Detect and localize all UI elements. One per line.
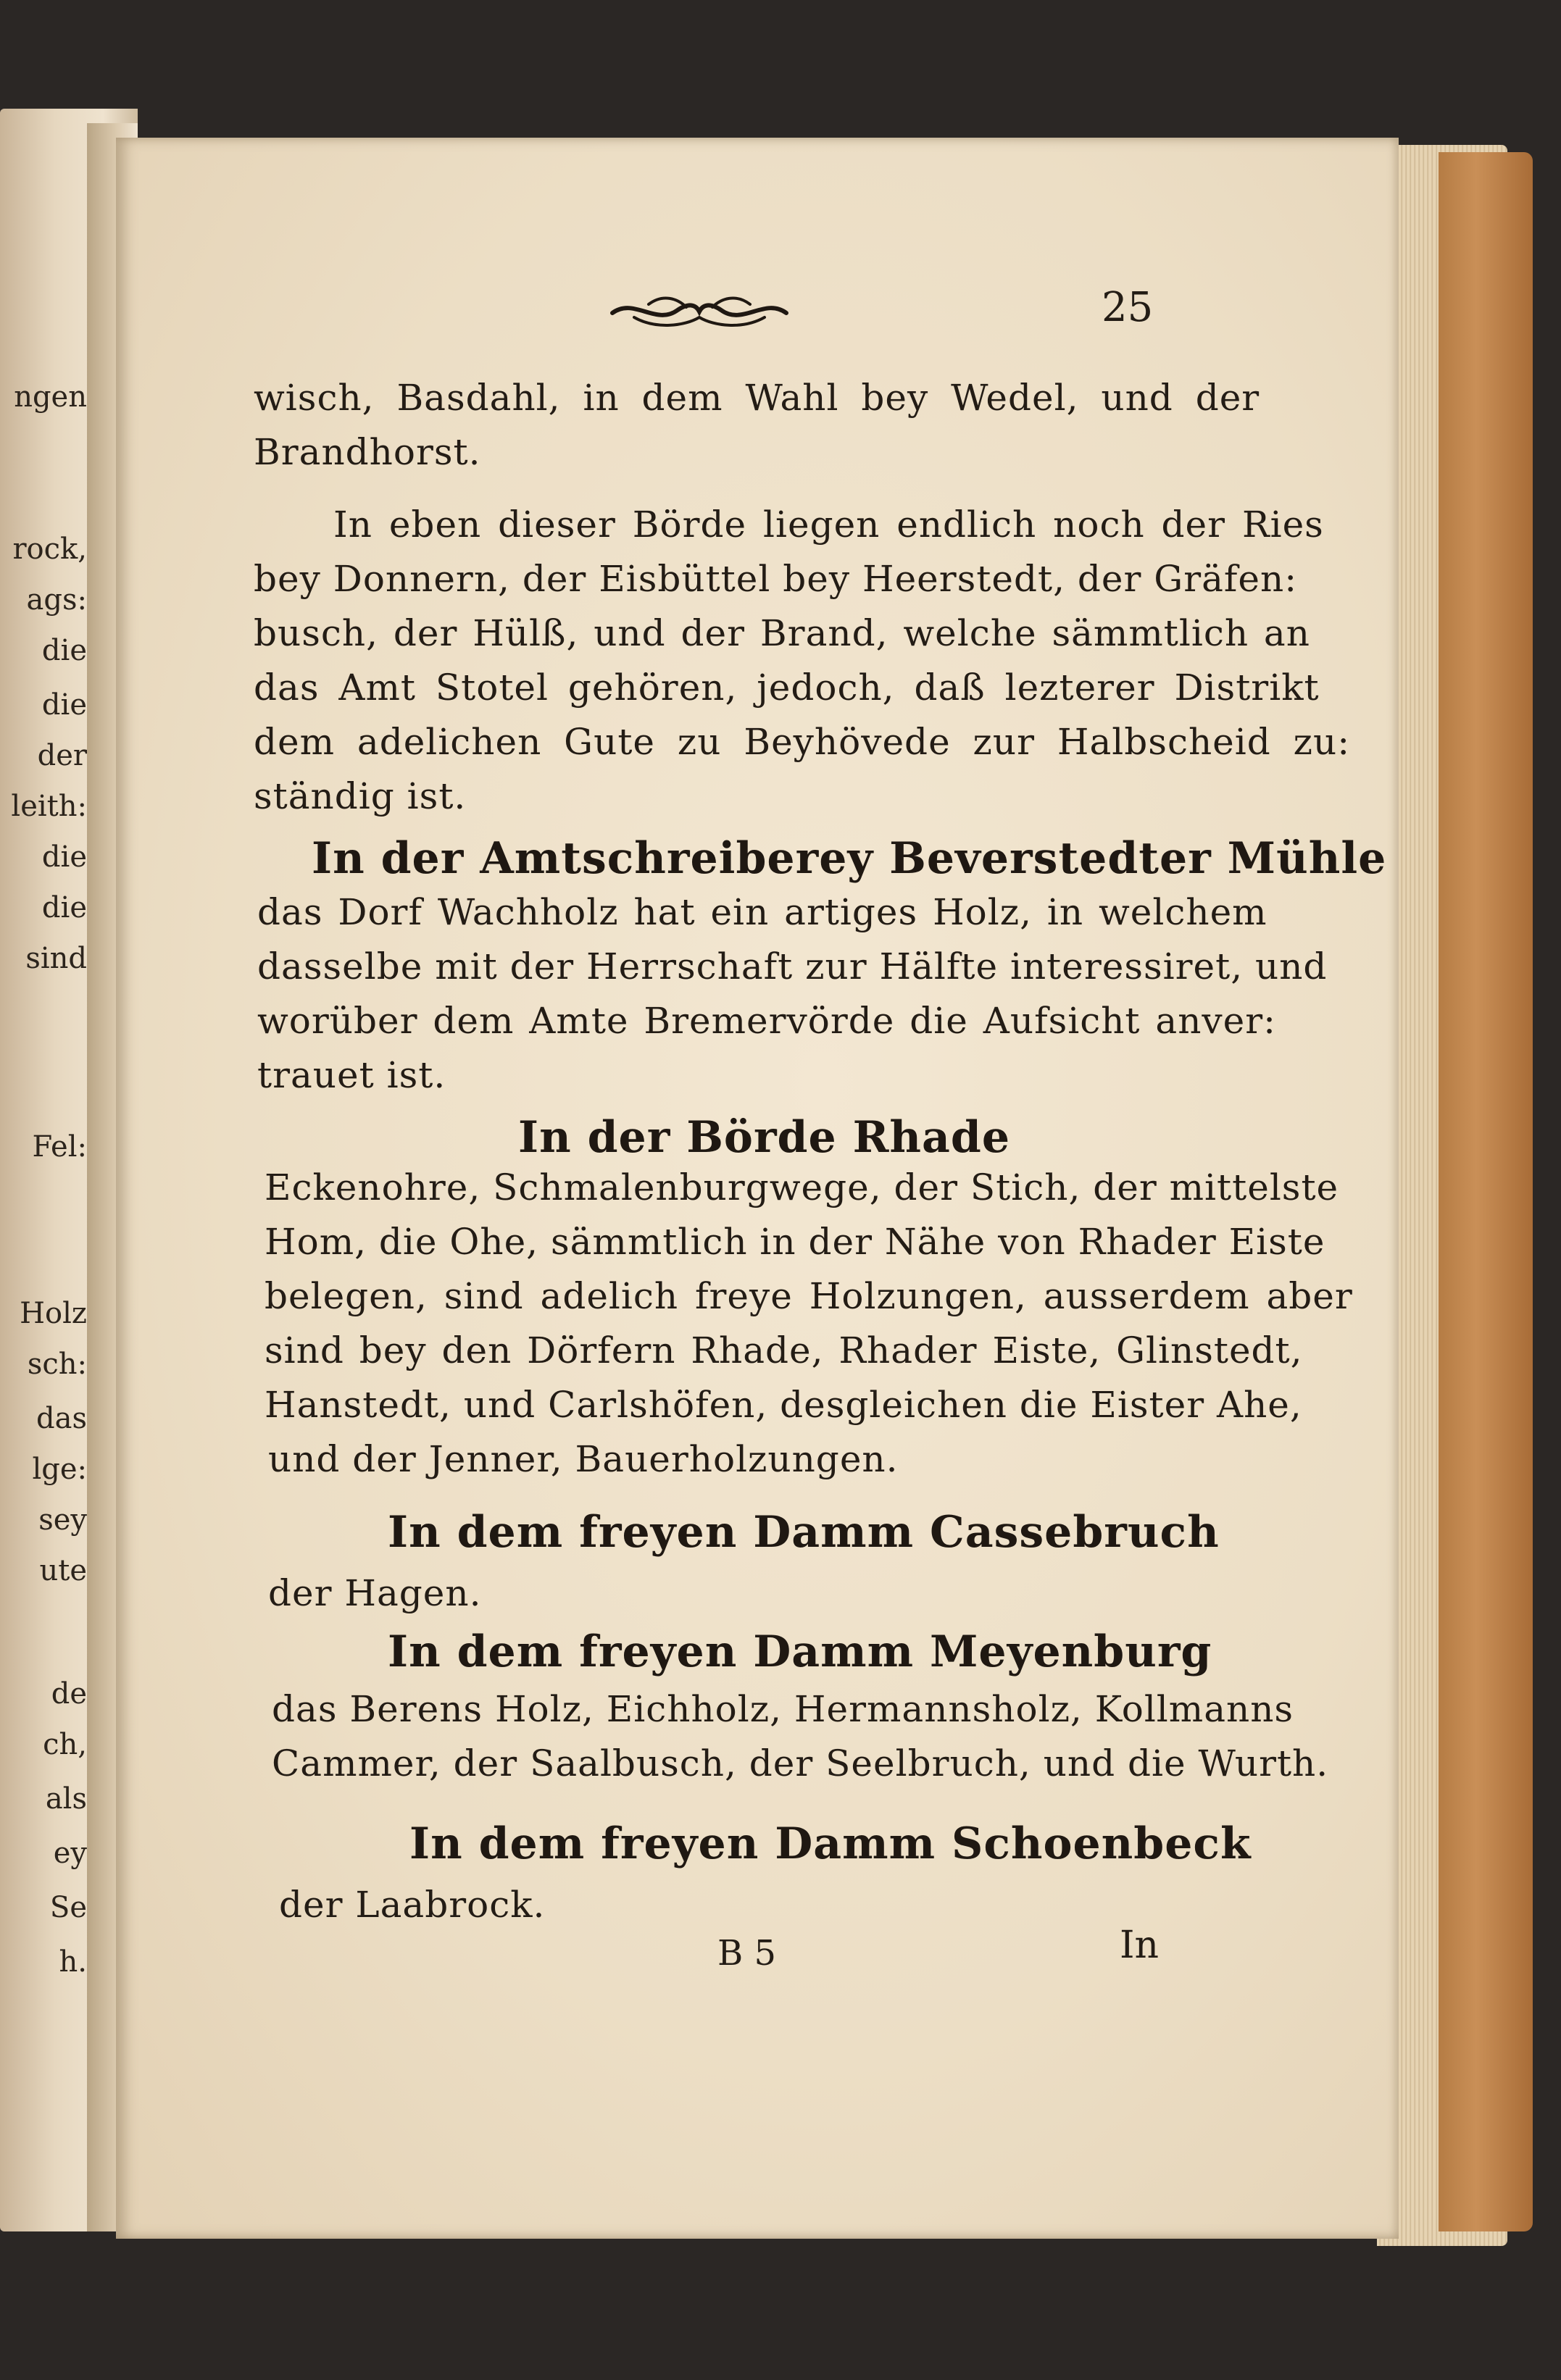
text-line: dasselbe mit der Herrschaft zur Hälfte interessiret, und: [257, 945, 1328, 988]
left-page-fragment: ey: [53, 1837, 87, 1870]
left-page-fragment: die: [41, 891, 87, 924]
section-heading: In dem freyen Damm Cassebruch: [388, 1507, 1220, 1558]
left-page-fragment: ute: [39, 1554, 87, 1587]
left-page-fragment: ags:: [26, 583, 87, 617]
left-page-fragment: die: [41, 840, 87, 874]
text-line: der Hagen.: [268, 1572, 482, 1614]
left-page-fragment: ngen: [14, 380, 87, 414]
left-page-fragment: de: [51, 1677, 87, 1711]
left-page-fragment: ch,: [43, 1728, 87, 1761]
book-cover-edge: [1439, 152, 1533, 2231]
left-page-fragment: leith:: [11, 790, 87, 823]
section-heading: In der Amtschreiberey Beverstedter Mühle: [312, 833, 1387, 884]
left-page-fragment: lge:: [32, 1453, 87, 1486]
left-page-fragment: als: [45, 1782, 87, 1816]
text-line: sind bey den Dörfern Rhade, Rhader Eiste, Glinstedt,: [265, 1329, 1303, 1371]
text-line: Hanstedt, und Carlshöfen, desgleichen die Eister Ahe,: [265, 1384, 1302, 1426]
ornament-icon: [605, 290, 794, 333]
left-page-fragment: der: [37, 739, 87, 772]
text-line: trauet ist.: [257, 1054, 446, 1096]
left-page-fragment: das: [36, 1402, 87, 1435]
text-line: worüber dem Amte Bremervörde die Aufsicht anver:: [257, 1000, 1277, 1042]
text-line: bey Donnern, der Eisbüttel bey Heerstedt, der Gräfen:: [254, 558, 1298, 600]
text-line: belegen, sind adelich freye Holzungen, ausserdem aber: [265, 1275, 1353, 1317]
left-page-fragment: Fel:: [32, 1130, 87, 1164]
text-line: Eckenohre, Schmalenburgwege, der Stich, der mittelste: [265, 1166, 1339, 1208]
left-page-fragment: sind: [25, 942, 87, 975]
text-line: ständig ist.: [254, 775, 467, 817]
text-line: das Berens Holz, Eichholz, Hermannsholz, Kollmanns: [272, 1688, 1294, 1730]
text-line: und der Jenner, Bauerholzungen.: [268, 1438, 899, 1480]
left-page-fragment: sch:: [27, 1348, 87, 1381]
text-line: wisch, Basdahl, in dem Wahl bey Wedel, und der: [254, 377, 1260, 419]
page-number: 25: [1102, 284, 1154, 331]
left-page-fragment: Se: [49, 1891, 87, 1924]
text-line: dem adelichen Gute zu Beyhövede zur Halbscheid zu:: [254, 721, 1351, 763]
left-page-fragment: h.: [59, 1945, 87, 1979]
text-line: das Amt Stotel gehören, jedoch, daß lezterer Distrikt: [254, 667, 1320, 709]
catchword: In: [1120, 1924, 1160, 1967]
text-line: das Dorf Wachholz hat ein artiges Holz, in welchem: [257, 891, 1267, 933]
left-page-fragment: Holz: [20, 1297, 87, 1330]
section-heading: In dem freyen Damm Meyenburg: [388, 1627, 1212, 1677]
text-line: Cammer, der Saalbusch, der Seelbruch, und die Wurth.: [272, 1742, 1329, 1784]
section-heading: In dem freyen Damm Schoenbeck: [409, 1819, 1252, 1869]
signature-mark: B 5: [717, 1933, 777, 1974]
text-line: Hom, die Ohe, sämmtlich in der Nähe von Rhader Eiste: [265, 1221, 1325, 1263]
left-page-fragment: die: [41, 634, 87, 667]
text-line: Brandhorst.: [254, 431, 481, 473]
text-line: In eben dieser Börde liegen endlich noch der Ries: [333, 504, 1324, 546]
left-page-fragment: die: [41, 688, 87, 722]
text-line: der Laabrock.: [279, 1884, 546, 1926]
left-page-fragment: sey: [38, 1503, 87, 1537]
section-heading: In der Börde Rhade: [518, 1112, 1011, 1163]
text-line: busch, der Hülß, und der Brand, welche sämmtlich an: [254, 612, 1310, 654]
left-page-fragment: rock,: [12, 533, 87, 566]
